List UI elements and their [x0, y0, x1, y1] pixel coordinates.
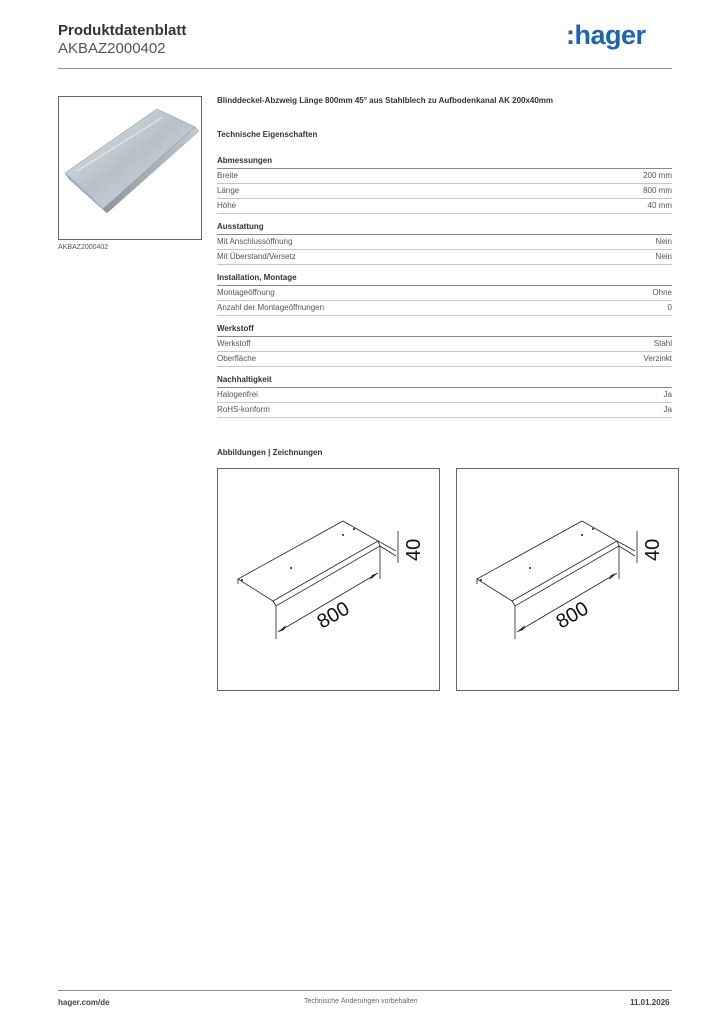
row-label: Werkstoff — [217, 339, 251, 348]
table-row — [217, 199, 672, 214]
product-data — [217, 96, 672, 418]
row-value: Stahl — [653, 339, 672, 348]
row-value: 40 mm — [647, 201, 672, 210]
section-nachhaltigkeit — [217, 375, 672, 418]
row-label: Halogenfrei — [217, 390, 258, 399]
row-value: 200 mm — [643, 171, 672, 180]
drawings-heading: Abbildungen | Zeichnungen — [217, 448, 323, 457]
section-title: Ausstattung — [217, 222, 672, 235]
section-title: Abmessungen — [217, 156, 672, 169]
row-value: 800 mm — [643, 186, 672, 195]
row-value: Nein — [655, 237, 672, 246]
section-abmessungen — [217, 156, 672, 214]
technical-drawing-2 — [456, 468, 679, 691]
section-installation — [217, 273, 672, 316]
product-image — [58, 96, 202, 240]
footer-divider — [58, 990, 672, 991]
footer-date: 11.01.2026 — [630, 998, 670, 1007]
table-row — [217, 352, 672, 367]
length-dimension-label: 800 — [313, 597, 354, 634]
table-row — [217, 184, 672, 199]
table-row — [217, 337, 672, 352]
row-value: Ja — [663, 405, 672, 414]
row-label: Höhe — [217, 201, 237, 210]
height-dimension-label: 40 — [403, 538, 425, 561]
row-label: Oberfläche — [217, 354, 257, 363]
row-label: Mit Überstand/Versetz — [217, 252, 296, 261]
product-code: AKBAZ2000402 — [58, 40, 166, 57]
section-title: Werkstoff — [217, 324, 672, 337]
section-werkstoff — [217, 324, 672, 367]
table-row — [217, 286, 672, 301]
section-title: Installation, Montage — [217, 273, 672, 286]
table-row — [217, 388, 672, 403]
row-value: Ja — [663, 390, 672, 399]
table-row — [217, 403, 672, 418]
dimension-drawing-icon — [218, 469, 439, 690]
tech-heading: Technische Eigenschaften — [217, 130, 318, 139]
table-row — [217, 250, 672, 265]
height-dimension-label: 40 — [642, 538, 664, 561]
technical-drawing-1 — [217, 468, 440, 691]
header-divider — [58, 68, 672, 69]
cover-plate-icon — [59, 97, 201, 239]
image-caption: AKBAZ2000402 — [58, 244, 109, 251]
row-value: 0 — [667, 303, 672, 312]
page-title: Produktdatenblatt — [58, 22, 187, 39]
table-row — [217, 169, 672, 184]
section-title: Nachhaltigkeit — [217, 375, 672, 388]
row-value: Nein — [655, 252, 672, 261]
row-label: Montageöffnung — [217, 288, 275, 297]
length-dimension-label: 800 — [552, 597, 593, 634]
dimension-drawing-icon — [457, 469, 678, 690]
table-row — [217, 301, 672, 316]
row-value: Ohne — [652, 288, 672, 297]
row-label: Mit Anschlussöffnung — [217, 237, 293, 246]
hager-logo: :hager — [566, 20, 646, 50]
row-label: Länge — [217, 186, 240, 195]
row-label: RoHS-konform — [217, 405, 270, 414]
table-row — [217, 235, 672, 250]
section-ausstattung — [217, 222, 672, 265]
product-description: Blinddeckel-Abzweig Länge 800mm 45° aus Stahlblech zu Aufbodenkanal AK 200x40mm — [217, 96, 554, 105]
row-label: Anzahl der Montageöffnungen — [217, 303, 325, 312]
row-value: Verzinkt — [643, 354, 672, 363]
row-label: Breite — [217, 171, 238, 180]
footer-website: hager.com/de — [58, 998, 110, 1007]
footer-note: Technische Änderungen vorbehalten — [304, 998, 418, 1005]
